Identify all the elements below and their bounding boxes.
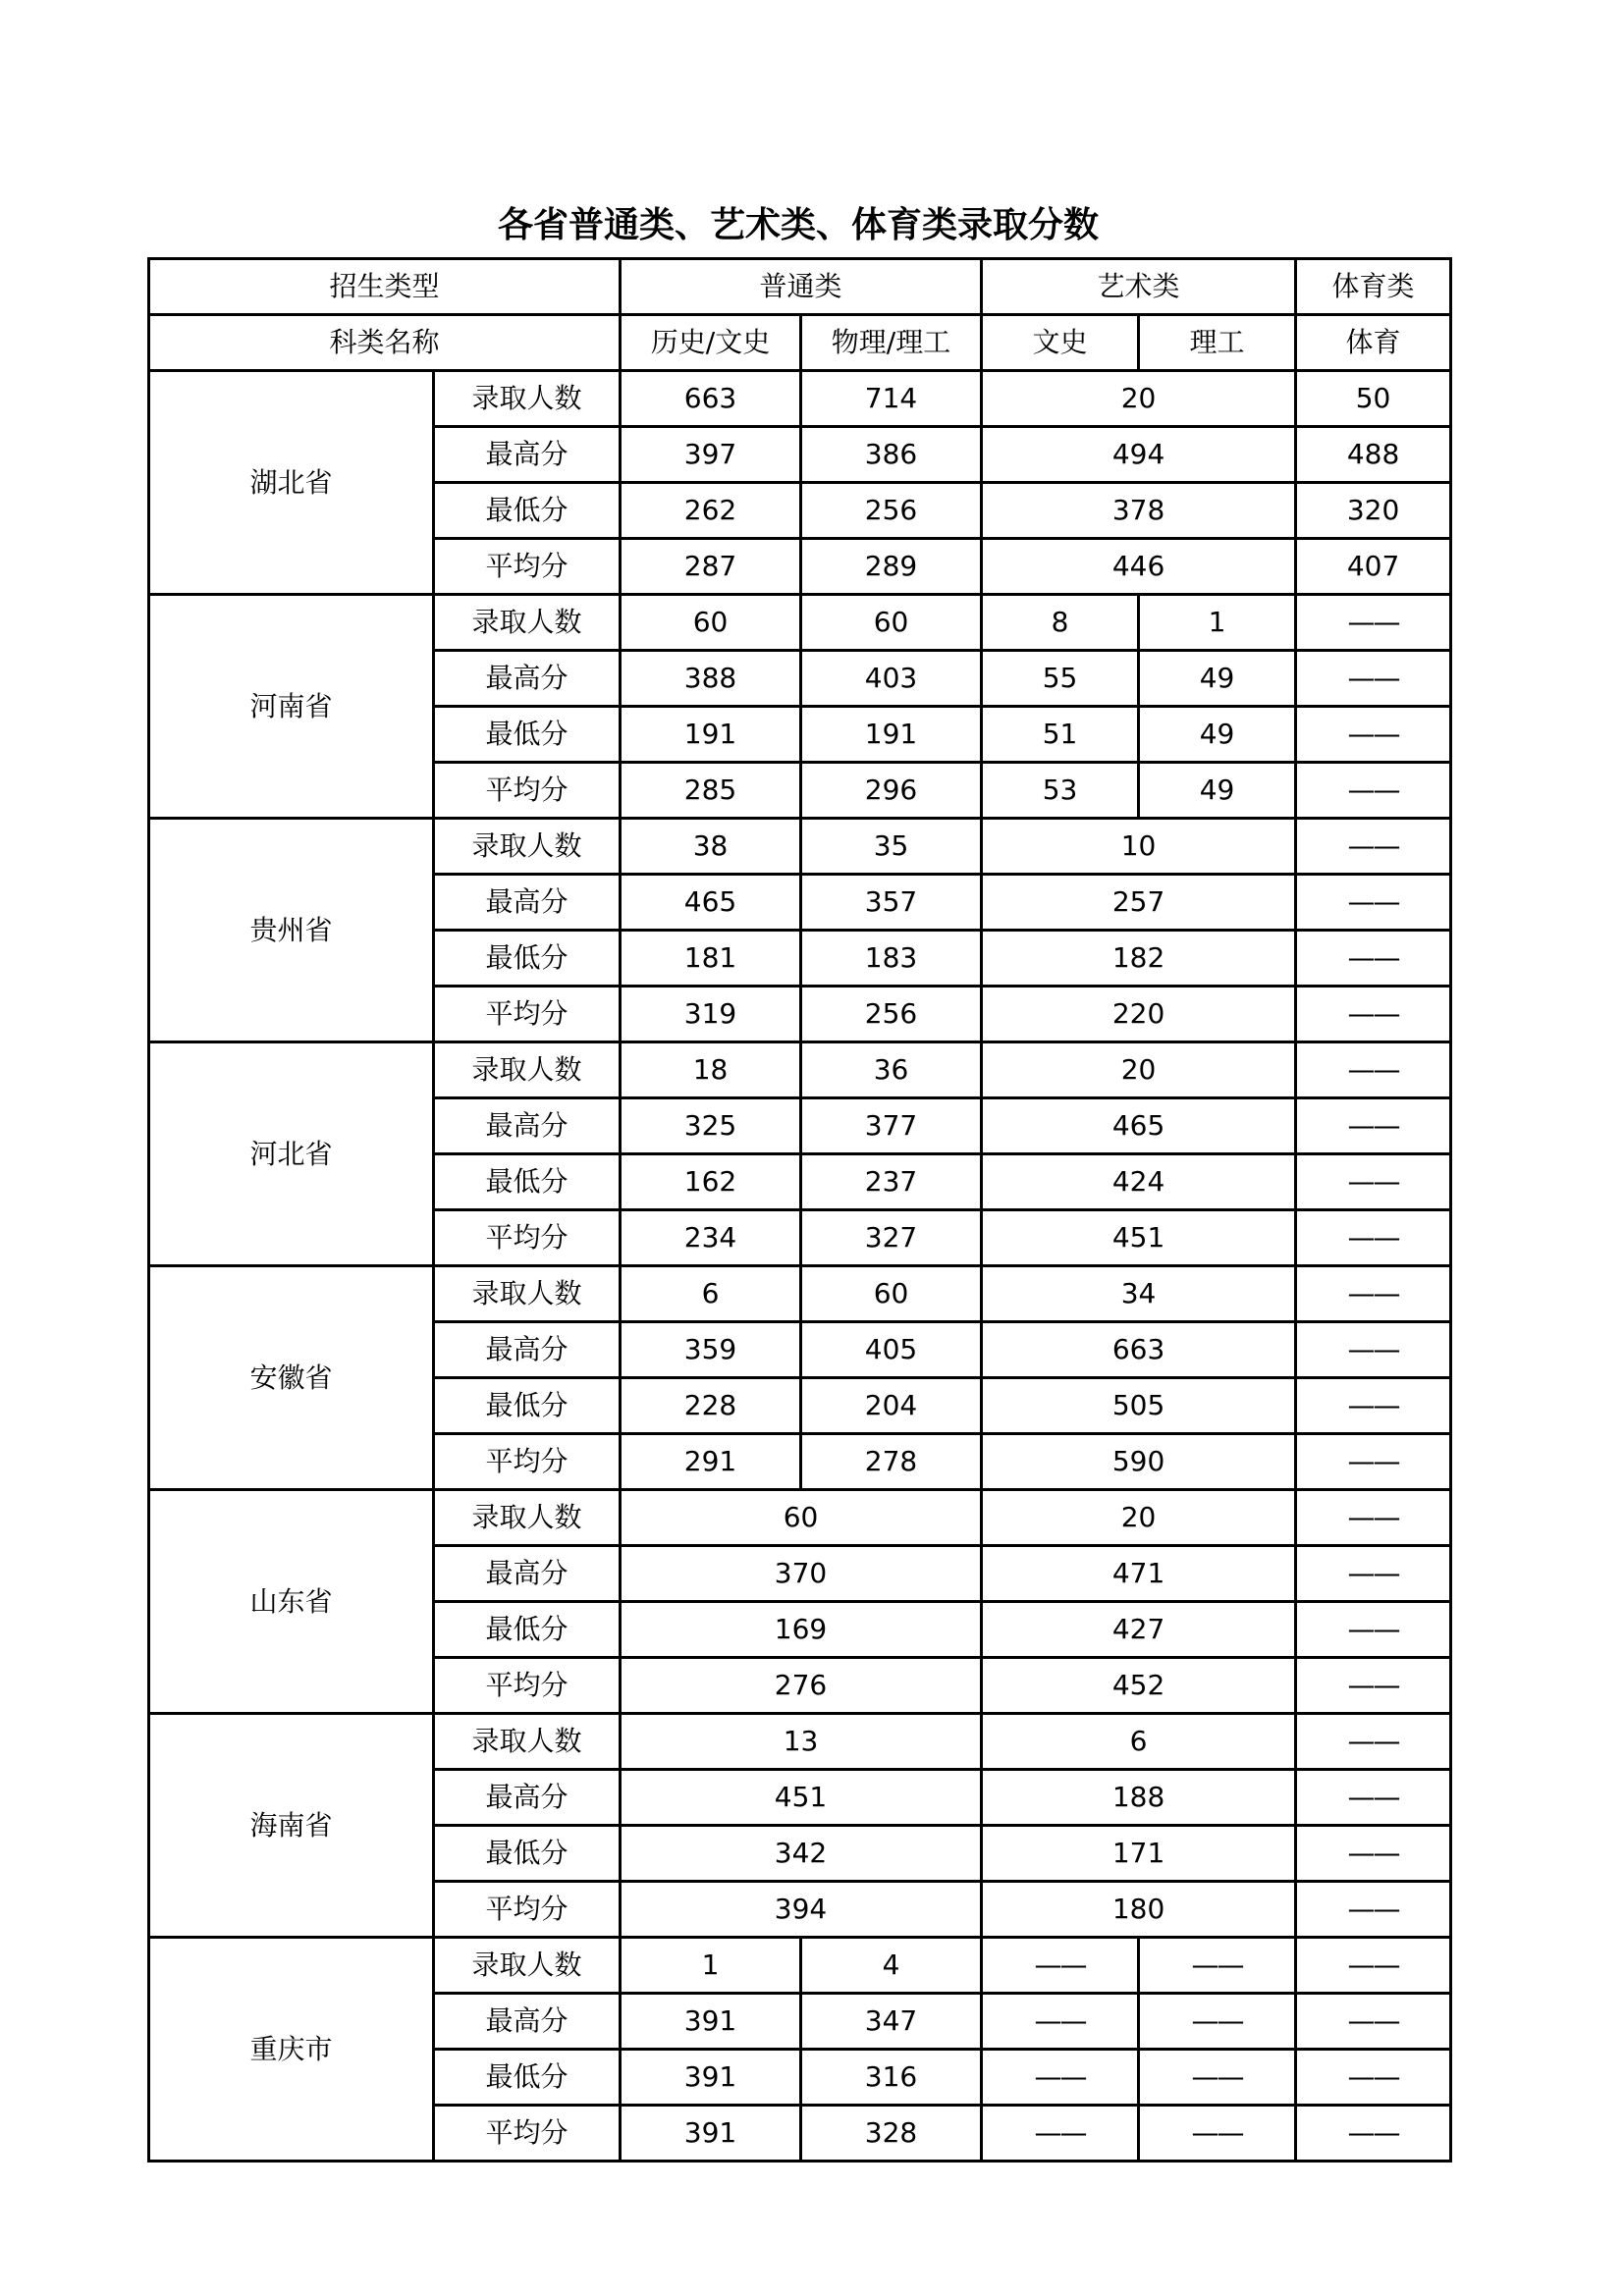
art-value: 20 xyxy=(982,1042,1296,1098)
header-physics-science: 物理/理工 xyxy=(801,315,982,371)
art-value: 424 xyxy=(982,1154,1296,1210)
metric-label: 最低分 xyxy=(434,931,621,987)
table-row xyxy=(149,819,1451,875)
header-general-category: 普通类 xyxy=(621,259,982,315)
sports-value: —— xyxy=(1296,1658,1451,1714)
header-sports: 体育 xyxy=(1296,315,1451,371)
table-row xyxy=(149,595,1451,651)
physics-value: 256 xyxy=(801,483,982,539)
history-value: 6 xyxy=(621,1266,801,1322)
art-value: 188 xyxy=(982,1770,1296,1826)
sports-value: —— xyxy=(1296,1266,1451,1322)
sports-value: —— xyxy=(1296,1546,1451,1602)
art-value: 378 xyxy=(982,483,1296,539)
metric-label: 录取人数 xyxy=(434,1714,621,1770)
art-liberal-value: 51 xyxy=(982,707,1139,763)
history-value: 319 xyxy=(621,987,801,1042)
header-enrollment-type: 招生类型 xyxy=(149,259,621,315)
physics-value: 256 xyxy=(801,987,982,1042)
sports-value: —— xyxy=(1296,1154,1451,1210)
history-value: 397 xyxy=(621,427,801,483)
page-title: 各省普通类、艺术类、体育类录取分数 xyxy=(497,205,1099,245)
metric-label: 录取人数 xyxy=(434,1490,621,1546)
metric-label: 平均分 xyxy=(434,2106,621,2162)
table-row xyxy=(149,1042,1451,1098)
header-sports-category: 体育类 xyxy=(1296,259,1451,315)
sports-value: —— xyxy=(1296,1882,1451,1938)
history-value: 191 xyxy=(621,707,801,763)
metric-label: 最低分 xyxy=(434,1826,621,1882)
history-value: 18 xyxy=(621,1042,801,1098)
physics-value: 403 xyxy=(801,651,982,707)
art-value: 20 xyxy=(982,1490,1296,1546)
table-row xyxy=(149,1490,1451,1546)
sports-value: —— xyxy=(1296,1322,1451,1378)
art-liberal-value: 8 xyxy=(982,595,1139,651)
province-name: 河北省 xyxy=(149,1042,434,1266)
sports-value: —— xyxy=(1296,707,1451,763)
metric-label: 录取人数 xyxy=(434,595,621,651)
art-science-value: —— xyxy=(1139,2050,1296,2106)
sports-value: —— xyxy=(1296,1994,1451,2050)
art-science-value: —— xyxy=(1139,1938,1296,1994)
header-art-category: 艺术类 xyxy=(982,259,1296,315)
general-value: 342 xyxy=(621,1826,982,1882)
history-value: 391 xyxy=(621,1994,801,2050)
sports-value: —— xyxy=(1296,1602,1451,1658)
metric-label: 最低分 xyxy=(434,1602,621,1658)
sports-value: —— xyxy=(1296,1434,1451,1490)
physics-value: 4 xyxy=(801,1938,982,1994)
art-liberal-value: 55 xyxy=(982,651,1139,707)
history-value: 291 xyxy=(621,1434,801,1490)
general-value: 394 xyxy=(621,1882,982,1938)
table-row xyxy=(149,1938,1451,1994)
art-science-value: 49 xyxy=(1139,651,1296,707)
physics-value: 60 xyxy=(801,595,982,651)
metric-label: 最低分 xyxy=(434,1154,621,1210)
table-row xyxy=(149,1266,1451,1322)
metric-label: 录取人数 xyxy=(434,1042,621,1098)
history-value: 38 xyxy=(621,819,801,875)
physics-value: 35 xyxy=(801,819,982,875)
history-value: 287 xyxy=(621,539,801,595)
physics-value: 316 xyxy=(801,2050,982,2106)
metric-label: 录取人数 xyxy=(434,1938,621,1994)
sports-value: —— xyxy=(1296,1938,1451,1994)
metric-label: 平均分 xyxy=(434,1882,621,1938)
physics-value: 386 xyxy=(801,427,982,483)
sports-value: —— xyxy=(1296,651,1451,707)
sports-value: —— xyxy=(1296,1770,1451,1826)
art-science-value: —— xyxy=(1139,1994,1296,2050)
physics-value: 405 xyxy=(801,1322,982,1378)
province-name: 山东省 xyxy=(149,1490,434,1714)
history-value: 391 xyxy=(621,2050,801,2106)
physics-value: 327 xyxy=(801,1210,982,1266)
header-art-science: 理工 xyxy=(1139,315,1296,371)
art-value: 505 xyxy=(982,1378,1296,1434)
history-value: 285 xyxy=(621,763,801,819)
sports-value: 50 xyxy=(1296,371,1451,427)
physics-value: 357 xyxy=(801,875,982,931)
sports-value: —— xyxy=(1296,1490,1451,1546)
metric-label: 最高分 xyxy=(434,875,621,931)
metric-label: 平均分 xyxy=(434,539,621,595)
metric-label: 平均分 xyxy=(434,763,621,819)
table-row xyxy=(149,1714,1451,1770)
art-value: 257 xyxy=(982,875,1296,931)
art-liberal-value: —— xyxy=(982,1994,1139,2050)
general-value: 451 xyxy=(621,1770,982,1826)
sports-value: —— xyxy=(1296,1714,1451,1770)
physics-value: 328 xyxy=(801,2106,982,2162)
physics-value: 296 xyxy=(801,763,982,819)
metric-label: 平均分 xyxy=(434,1658,621,1714)
metric-label: 最高分 xyxy=(434,1546,621,1602)
history-value: 234 xyxy=(621,1210,801,1266)
metric-label: 最高分 xyxy=(434,651,621,707)
art-science-value: 1 xyxy=(1139,595,1296,651)
art-science-value: 49 xyxy=(1139,763,1296,819)
history-value: 60 xyxy=(621,595,801,651)
metric-label: 最高分 xyxy=(434,1322,621,1378)
physics-value: 289 xyxy=(801,539,982,595)
physics-value: 183 xyxy=(801,931,982,987)
province-name: 安徽省 xyxy=(149,1266,434,1490)
province-name: 贵州省 xyxy=(149,819,434,1042)
art-value: 590 xyxy=(982,1434,1296,1490)
art-value: 182 xyxy=(982,931,1296,987)
metric-label: 平均分 xyxy=(434,987,621,1042)
header-subject-name: 科类名称 xyxy=(149,315,621,371)
art-value: 10 xyxy=(982,819,1296,875)
art-value: 465 xyxy=(982,1098,1296,1154)
header-row-enrollment-type xyxy=(149,259,1451,315)
physics-value: 60 xyxy=(801,1266,982,1322)
history-value: 663 xyxy=(621,371,801,427)
sports-value: —— xyxy=(1296,1378,1451,1434)
sports-value: —— xyxy=(1296,2106,1451,2162)
general-value: 276 xyxy=(621,1658,982,1714)
metric-label: 最高分 xyxy=(434,1098,621,1154)
metric-label: 最低分 xyxy=(434,483,621,539)
sports-value: —— xyxy=(1296,819,1451,875)
table-body xyxy=(149,371,1451,2162)
general-value: 370 xyxy=(621,1546,982,1602)
art-value: 494 xyxy=(982,427,1296,483)
general-value: 13 xyxy=(621,1714,982,1770)
physics-value: 714 xyxy=(801,371,982,427)
art-value: 220 xyxy=(982,987,1296,1042)
art-value: 452 xyxy=(982,1658,1296,1714)
province-name: 湖北省 xyxy=(149,371,434,595)
history-value: 228 xyxy=(621,1378,801,1434)
sports-value: 320 xyxy=(1296,483,1451,539)
sports-value: —— xyxy=(1296,1210,1451,1266)
physics-value: 347 xyxy=(801,1994,982,2050)
sports-value: —— xyxy=(1296,875,1451,931)
art-value: 180 xyxy=(982,1882,1296,1938)
art-value: 471 xyxy=(982,1546,1296,1602)
art-liberal-value: —— xyxy=(982,2106,1139,2162)
metric-label: 录取人数 xyxy=(434,1266,621,1322)
physics-value: 237 xyxy=(801,1154,982,1210)
metric-label: 最高分 xyxy=(434,427,621,483)
sports-value: —— xyxy=(1296,931,1451,987)
art-value: 171 xyxy=(982,1826,1296,1882)
sports-value: —— xyxy=(1296,987,1451,1042)
sports-value: —— xyxy=(1296,1098,1451,1154)
sports-value: —— xyxy=(1296,763,1451,819)
art-science-value: 49 xyxy=(1139,707,1296,763)
art-value: 34 xyxy=(982,1266,1296,1322)
general-value: 60 xyxy=(621,1490,982,1546)
metric-label: 录取人数 xyxy=(434,819,621,875)
art-value: 451 xyxy=(982,1210,1296,1266)
province-name: 重庆市 xyxy=(149,1938,434,2162)
physics-value: 377 xyxy=(801,1098,982,1154)
art-liberal-value: —— xyxy=(982,1938,1139,1994)
province-name: 河南省 xyxy=(149,595,434,819)
metric-label: 录取人数 xyxy=(434,371,621,427)
history-value: 391 xyxy=(621,2106,801,2162)
art-value: 6 xyxy=(982,1714,1296,1770)
art-science-value: —— xyxy=(1139,2106,1296,2162)
art-liberal-value: 53 xyxy=(982,763,1139,819)
sports-value: —— xyxy=(1296,595,1451,651)
physics-value: 36 xyxy=(801,1042,982,1098)
art-value: 663 xyxy=(982,1322,1296,1378)
history-value: 388 xyxy=(621,651,801,707)
history-value: 465 xyxy=(621,875,801,931)
header-history-liberal: 历史/文史 xyxy=(621,315,801,371)
art-value: 427 xyxy=(982,1602,1296,1658)
province-name: 海南省 xyxy=(149,1714,434,1938)
history-value: 181 xyxy=(621,931,801,987)
table-row xyxy=(149,371,1451,427)
history-value: 359 xyxy=(621,1322,801,1378)
physics-value: 278 xyxy=(801,1434,982,1490)
art-value: 20 xyxy=(982,371,1296,427)
physics-value: 204 xyxy=(801,1378,982,1434)
general-value: 169 xyxy=(621,1602,982,1658)
physics-value: 191 xyxy=(801,707,982,763)
history-value: 262 xyxy=(621,483,801,539)
metric-label: 最高分 xyxy=(434,1994,621,2050)
art-value: 446 xyxy=(982,539,1296,595)
history-value: 325 xyxy=(621,1098,801,1154)
metric-label: 最低分 xyxy=(434,707,621,763)
history-value: 1 xyxy=(621,1938,801,1994)
sports-value: 407 xyxy=(1296,539,1451,595)
header-art-liberal: 文史 xyxy=(982,315,1139,371)
metric-label: 平均分 xyxy=(434,1210,621,1266)
metric-label: 最高分 xyxy=(434,1770,621,1826)
admission-scores-table xyxy=(147,257,1452,2163)
sports-value: —— xyxy=(1296,1826,1451,1882)
sports-value: 488 xyxy=(1296,427,1451,483)
art-liberal-value: —— xyxy=(982,2050,1139,2106)
sports-value: —— xyxy=(1296,2050,1451,2106)
metric-label: 最低分 xyxy=(434,1378,621,1434)
sports-value: —— xyxy=(1296,1042,1451,1098)
history-value: 162 xyxy=(621,1154,801,1210)
metric-label: 平均分 xyxy=(434,1434,621,1490)
metric-label: 最低分 xyxy=(434,2050,621,2106)
header-row-subject-name xyxy=(149,315,1451,371)
